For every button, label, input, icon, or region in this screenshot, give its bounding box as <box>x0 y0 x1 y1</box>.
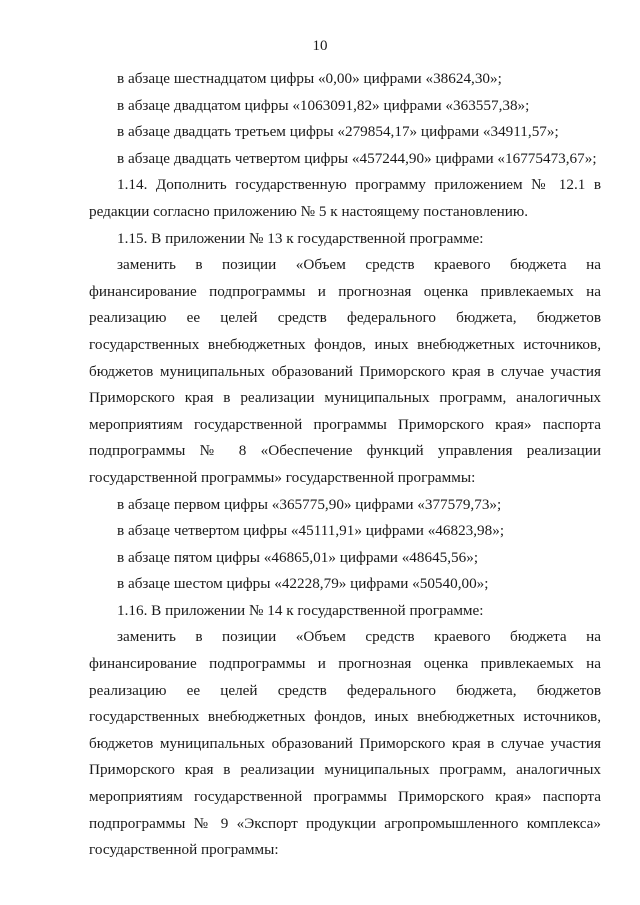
page-number: 10 <box>312 38 328 54</box>
paragraph-amendment: в абзаце шестнадцатом цифры «0,00» цифрами «38624,30»; <box>117 70 502 87</box>
paragraph-amendment: в абзаце двадцать третьем цифры «279854,17» цифрами «34911,57»; <box>117 123 559 141</box>
paragraph-amendment: в абзаце пятом цифры «46865,01» цифрами «48645,56»; <box>117 548 479 566</box>
paragraph-amendment: в абзаце двадцатом цифры «1063091,82» цифрами «363557,38»; <box>117 96 530 114</box>
paragraph-amendment: в абзаце первом цифры «365775,90» цифрами «377579,73»; <box>117 495 502 513</box>
paragraph-amendment: в абзаце четвертом цифры «45111,91» цифрами «46823,98»; <box>117 522 505 540</box>
paragraph-replace-instruction: заменить в позиции «Объем средств краевого бюджета на финансирование подпрограммы и прогнозная оценка привлекаемых на реализацию ее целей средств федерального бюджета, бюджетов государственных внебюджетных фондов, иных внебюджетных источников, бюджетов муниципальных образований Приморского края в случае участия Приморского края в реализации муниципальных программ, аналогичных мероприятиям государственной программы Приморского края» паспорта подпрограммы № 8 «Обеспечение функций управления реализации государственной программы» государственной программы: <box>89 256 601 486</box>
paragraph-item-1-15: 1.15. В приложении № 13 к государственной программе: <box>117 229 484 247</box>
paragraph-item-1-16: 1.16. В приложении № 14 к государственной программе: <box>117 601 484 619</box>
paragraph-item-1-14: 1.14. Дополнить государственную программу приложением № 12.1 в редакции согласно приложению № 5 к настоящему постановлению. <box>89 176 601 220</box>
paragraph-amendment: в абзаце двадцать четвертом цифры «457244,90» цифрами «16775473,67»; <box>117 149 597 167</box>
paragraph-amendment: в абзаце шестом цифры «42228,79» цифрами «50540,00»; <box>117 575 489 593</box>
paragraph-replace-instruction: заменить в позиции «Объем средств краевого бюджета на финансирование подпрограммы и прогнозная оценка привлекаемых на реализацию ее целей средств федерального бюджета, бюджетов государственных внебюджетных фондов, иных внебюджетных источников, бюджетов муниципальных образований Приморского края в случае участия Приморского края в реализации муниципальных программ, аналогичных мероприятиям государственной программы Приморского края» паспорта подпрограммы № 9 «Экспорт продукции агропромышленного комплекса» государственной программы: <box>89 628 601 859</box>
document-body <box>89 66 601 864</box>
